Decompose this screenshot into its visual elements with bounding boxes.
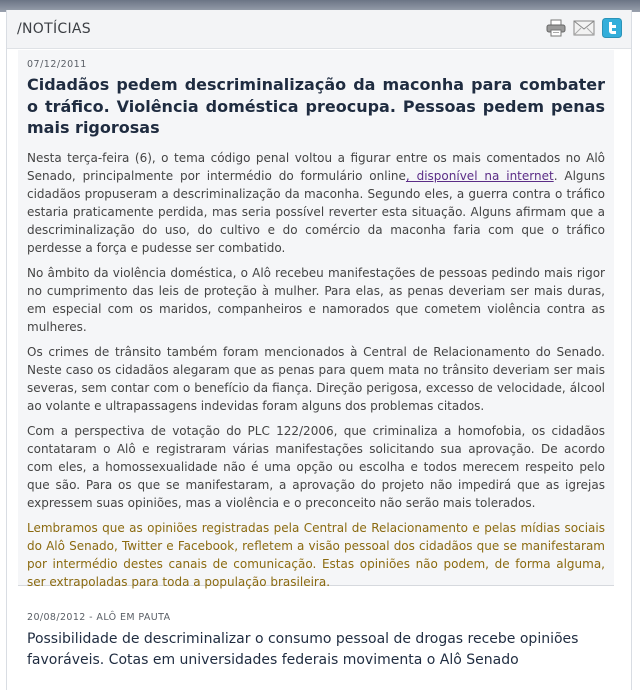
article-body (27, 149, 605, 598)
online-form-link[interactable]: , disponível na internet (405, 169, 554, 183)
article-paragraph: Com a perspectiva de votação do PLC 122/2006, que criminaliza a homofobia, os cidadãos contataram o Alô e registraram várias manifestações solicitando sua aprovação. De acordo com eles, a homossexualidade não é uma opção ou escolha e todos merecem respeito pelo que são. Para os que se manifestaram, a aprovação do projeto não impedirá que as igrejas expressem suas opiniões, mas a violência e o preconceito não serão mais tolerados. (27, 424, 605, 510)
article-paragraph (27, 149, 605, 257)
article-headline[interactable]: Cidadãos pedem descriminalização da maconha para combater o tráfico. Violência doméstica preocupa. Pessoas pedem penas mais rigorosas (27, 75, 605, 137)
email-icon[interactable] (573, 18, 595, 38)
paragraph-text: . Alguns cidadãos propuseram a descriminalização da maconha. Segundo eles, a guerra contra o tráfico estaria praticamente perdida, mas seria possível reverter esta situação. Alguns afirmam que a descriminalização do uso, do cultivo e do comércio da maconha faria com que o tráfico perdesse a força e pudesse ser combatido. (27, 169, 605, 255)
news-article (18, 50, 614, 589)
share-toolbar (545, 18, 623, 38)
section-header (7, 10, 631, 49)
related-date: 20/08/2012 - ALÔ EM PAUTA (27, 612, 171, 623)
news-panel (6, 10, 632, 690)
article-date: 07/12/2011 (27, 59, 87, 70)
disclaimer-note: Lembramos que as opiniões registradas pela Central de Relacionamento e pelas mídias sociais do Alô Senado, Twitter e Facebook, refletem a visão pessoal dos cidadãos que se manifestaram por intermédio destes canais de comunicação. Estas opiniões não podem, de forma alguma, ser extrapoladas para toda a população brasileira. (27, 521, 605, 589)
article-paragraph: Os crimes de trânsito também foram mencionados à Central de Relacionamento do Senado. Neste caso os cidadãos alegaram que as penas para quem mata no trânsito deveriam ser mais severas, sem contar com o benefício da fiança. Direção perigosa, excesso de velocidade, álcool ao volante e ultrapassagens indevidas foram alguns dos problemas citados. (27, 345, 605, 413)
article-paragraph: No âmbito da violência doméstica, o Alô recebeu manifestações de pessoas pedindo mais rigor no cumprimento das leis de proteção à mulher. Para elas, as penas deveriam ser mais duras, em especial com os maridos, companheiros e namorados que cometem violência contra as mulheres. (27, 266, 605, 334)
print-icon[interactable] (545, 18, 567, 38)
twitter-icon[interactable] (601, 18, 623, 38)
related-title[interactable]: Possibilidade de descriminalizar o consumo pessoal de drogas recebe opiniões favoráveis. Cotas em universidades federais movimenta o Alô Senado (27, 631, 579, 668)
paragraph-text: Nesta terça-feira (6), o tema código penal voltou a figurar entre os mais comentados no Alô Senado, principalmente por intermédio do formulário online (27, 151, 605, 183)
section-title: /NOTÍCIAS (17, 21, 91, 37)
